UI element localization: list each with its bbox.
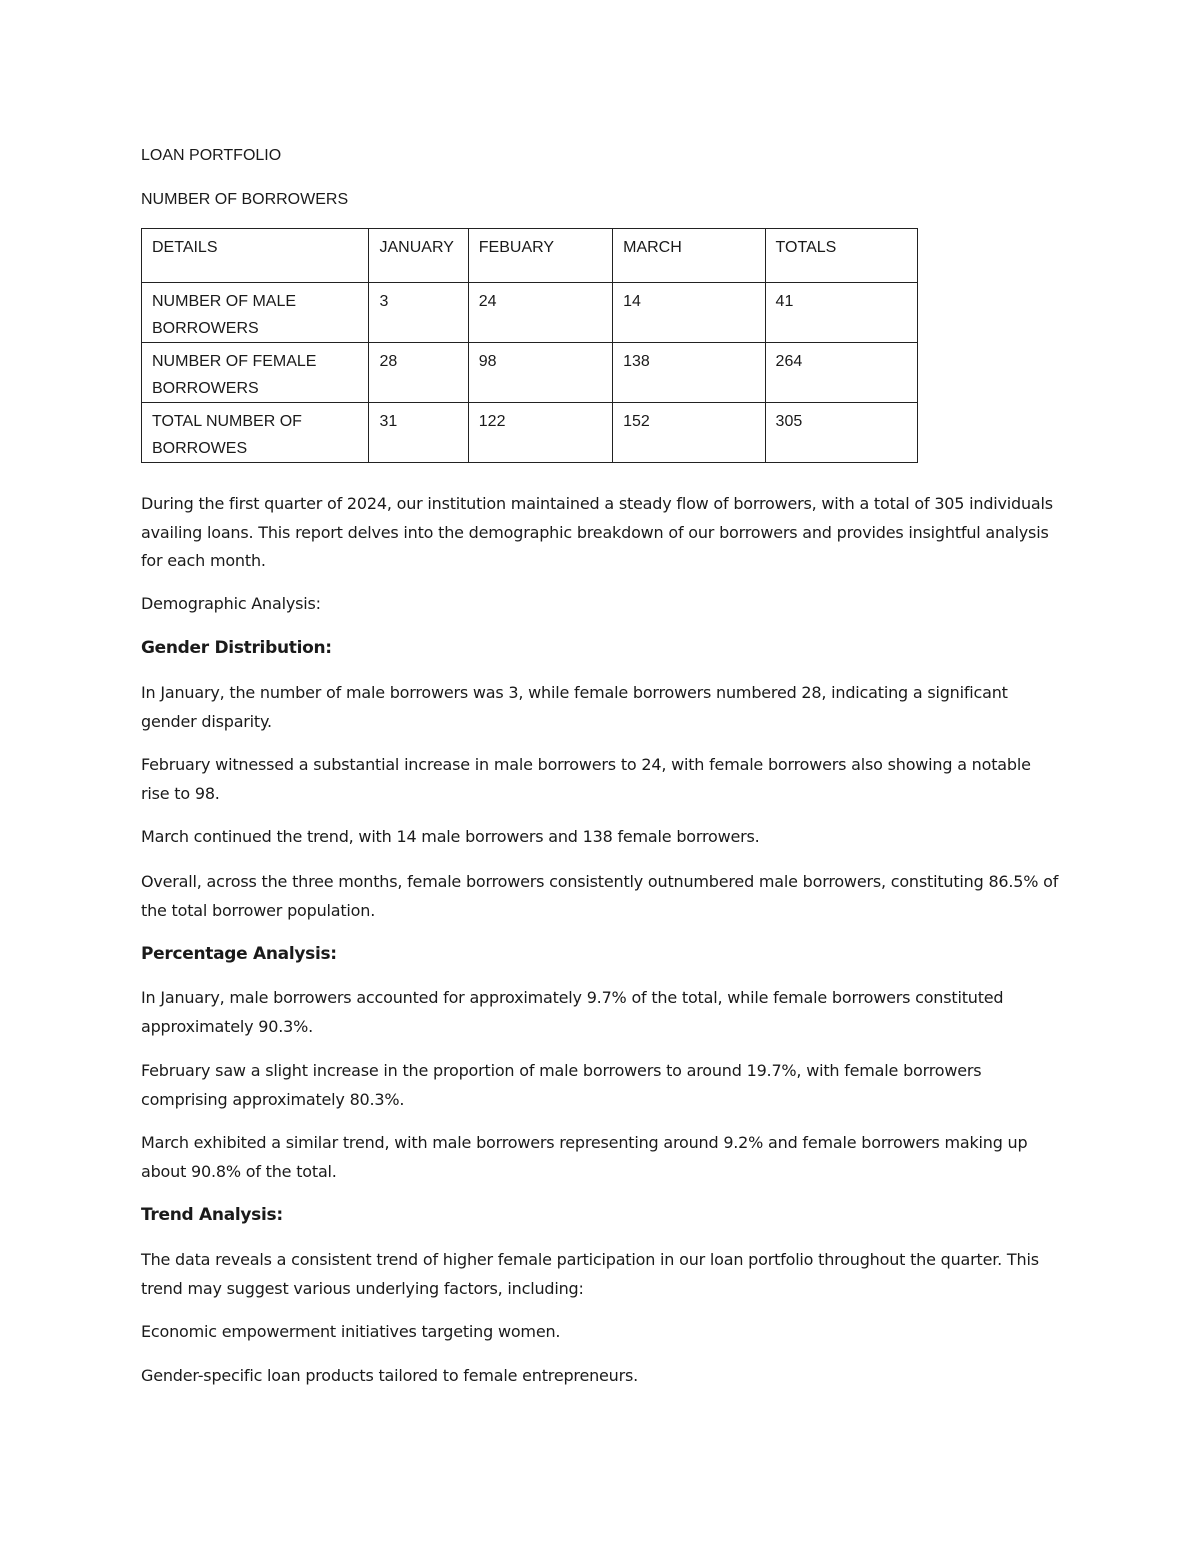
- gender-paragraph: In January, the number of male borrowers was 3, while female borrowers numbered 28, indicating a significant gender disparity.: [141, 683, 1008, 731]
- table-cell: NUMBER OF MALE BORROWERS: [142, 283, 369, 343]
- percentage-paragraph: February saw a slight increase in the proportion of male borrowers to around 19.7%, with female borrowers comprising approximately 80.3%.: [141, 1061, 982, 1109]
- gender-distribution-heading: Gender Distribution:: [141, 638, 332, 658]
- table-header-cell: DETAILS: [142, 229, 369, 283]
- table-cell: 41: [765, 283, 917, 343]
- document-title: LOAN PORTFOLIO: [141, 147, 282, 164]
- table-header-cell: TOTALS: [765, 229, 917, 283]
- percentage-paragraph: March exhibited a similar trend, with male borrowers representing around 9.2% and female borrowers making up about 90.8% of the total.: [141, 1133, 1028, 1181]
- table-cell: 122: [468, 403, 612, 463]
- percentage-analysis-heading: Percentage Analysis:: [141, 944, 337, 964]
- table-cell: 264: [765, 343, 917, 403]
- demographic-label: Demographic Analysis:: [141, 594, 321, 613]
- table-cell: 138: [613, 343, 765, 403]
- table-header-row: [142, 229, 918, 283]
- borrowers-table: [141, 228, 918, 463]
- table-row: [142, 283, 918, 343]
- table-cell: 24: [468, 283, 612, 343]
- table-header-cell: MARCH: [613, 229, 765, 283]
- table-cell: 31: [369, 403, 468, 463]
- table-cell: 152: [613, 403, 765, 463]
- trend-paragraph: Gender-specific loan products tailored to female entrepreneurs.: [141, 1366, 639, 1385]
- gender-paragraph: February witnessed a substantial increase in male borrowers to 24, with female borrowers also showing a notable rise to 98.: [141, 755, 1031, 803]
- table-header-cell: JANUARY: [369, 229, 468, 283]
- intro-paragraph: During the first quarter of 2024, our institution maintained a steady flow of borrowers, with a total of 305 individuals availing loans. This report delves into the demographic breakdown of our borrowers and provides insightful analysis for each month.: [141, 494, 1053, 570]
- trend-paragraph: The data reveals a consistent trend of higher female participation in our loan portfolio throughout the quarter. This trend may suggest various underlying factors, including:: [141, 1250, 1039, 1298]
- document-subtitle: NUMBER OF BORROWERS: [141, 191, 349, 208]
- table-cell: 3: [369, 283, 468, 343]
- trend-paragraph: Economic empowerment initiatives targeting women.: [141, 1322, 561, 1341]
- gender-paragraph: Overall, across the three months, female borrowers consistently outnumbered male borrowers, constituting 86.5% of the total borrower population.: [141, 872, 1059, 920]
- percentage-paragraph: In January, male borrowers accounted for approximately 9.7% of the total, while female borrowers constituted approximately 90.3%.: [141, 988, 1004, 1036]
- trend-analysis-heading: Trend Analysis:: [141, 1205, 283, 1225]
- table-cell: 28: [369, 343, 468, 403]
- table-cell: NUMBER OF FEMALE BORROWERS: [142, 343, 369, 403]
- gender-paragraph: March continued the trend, with 14 male borrowers and 138 female borrowers.: [141, 827, 760, 846]
- table-cell: TOTAL NUMBER OF BORROWES: [142, 403, 369, 463]
- table-header-cell: FEBUARY: [468, 229, 612, 283]
- table-row: [142, 343, 918, 403]
- table-cell: 14: [613, 283, 765, 343]
- table-cell: 305: [765, 403, 917, 463]
- table-cell: 98: [468, 343, 612, 403]
- table-row: [142, 403, 918, 463]
